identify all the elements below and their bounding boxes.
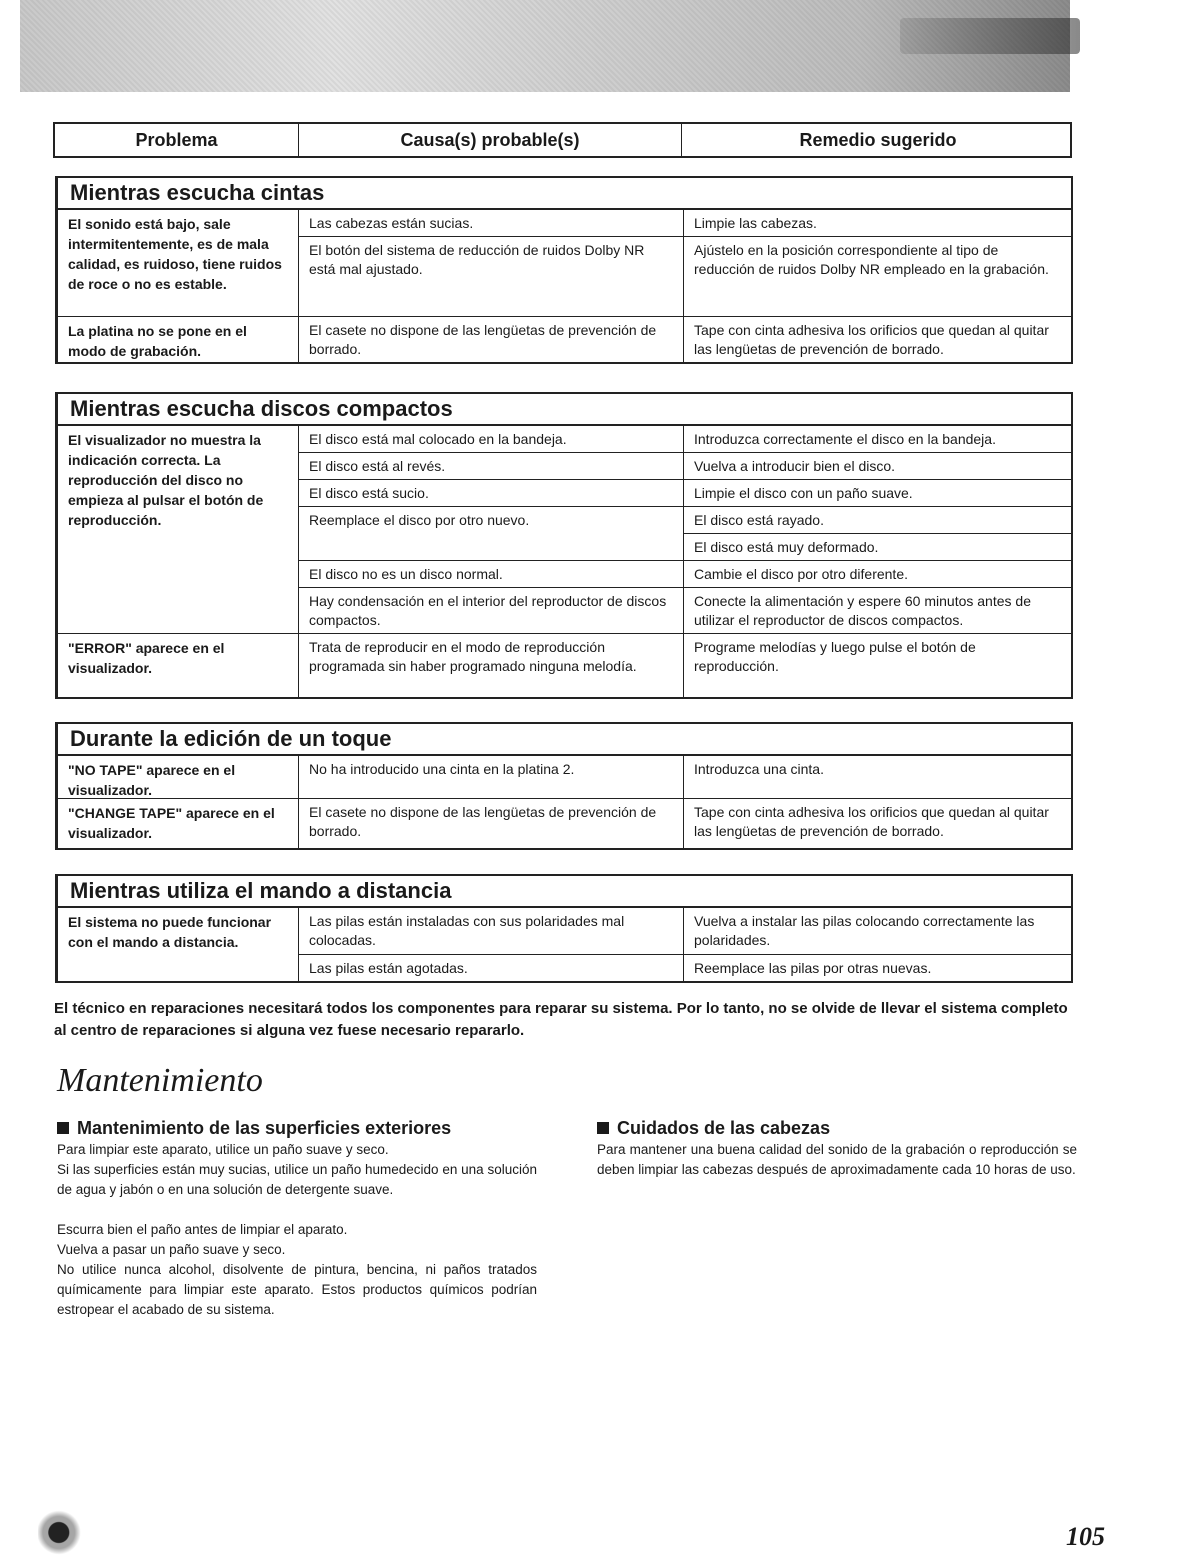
cause-cell: El casete no dispone de las lengüetas de prevención de borrado. <box>298 316 683 362</box>
problem-cell: El visualizador no muestra la indicación correcta. La reproducción del disco no empieza al pulsar el botón de reproducción. <box>68 432 264 528</box>
paragraph: No utilice nunca alcohol, disolvente de pintura, bencina, ni paños tratados químicamente para limpiar este aparato. Estos productos químicos podrían estropear el acabado de su sistema. <box>57 1262 537 1317</box>
cause-cell: Las pilas están instaladas con sus polaridades mal colocadas. <box>298 908 683 954</box>
section-one-touch-edit <box>55 722 1073 850</box>
banner-decoration <box>900 18 1080 54</box>
heads-heading <box>597 1118 1077 1138</box>
exterior-heading <box>57 1118 537 1138</box>
remedy-cell: Tape con cinta adhesiva los orificios que quedan al quitar las lengüetas de prevención de borrado. <box>683 316 1071 362</box>
remedy-cell: Ajústelo en la posición correspondiente al tipo de reducción de ruidos Dolby NR empleado en la grabación. <box>683 236 1071 316</box>
paragraph: Escurra bien el paño antes de limpiar el aparato. <box>57 1222 348 1237</box>
problem-cell: El sistema no puede funcionar con el mando a distancia. <box>68 914 272 950</box>
cause-cell: El casete no dispone de las lengüetas de prevención de borrado. <box>298 798 683 848</box>
problem-cell: El sonido está bajo, sale intermitentemente, es de mala calidad, es ruidoso, tiene ruidos de roce o no es estable. <box>68 216 282 292</box>
cause-cell: Hay condensación en el interior del reproductor de discos compactos. <box>298 587 683 633</box>
header-cause: Causa(s) probable(s) <box>298 124 681 156</box>
section-title: Mientras escucha discos compactos <box>58 394 1071 426</box>
bullet-square-icon <box>597 1122 609 1134</box>
section-title: Mientras utiliza el mando a distancia <box>58 876 1071 908</box>
page-number: 105 <box>1066 1522 1105 1551</box>
remedy-cell: Limpie las cabezas. <box>683 210 1071 236</box>
cause-cell: El disco está al revés. <box>298 452 683 479</box>
remedy-cell: Vuelva a instalar las pilas colocando correctamente las polaridades. <box>683 908 1071 954</box>
cause-cell: Trata de reproducir en el modo de reproducción programada sin haber programado ninguna melodía. <box>298 633 683 697</box>
bullet-square-icon <box>57 1122 69 1134</box>
paragraph: Para limpiar este aparato, utilice un paño suave y seco. <box>57 1142 389 1157</box>
exterior-heading-text: Mantenimiento de las superficies exteriores <box>77 1118 452 1138</box>
problem-cell: La platina no se pone en el modo de grabación. <box>58 316 298 362</box>
cause-cell: El botón del sistema de reducción de ruidos Dolby NR está mal ajustado. <box>298 236 683 316</box>
cause-cell: El disco está mal colocado en la bandeja. <box>298 426 683 452</box>
cause-cell: Las pilas están agotadas. <box>298 954 683 981</box>
remedy-cell: Programe melodías y luego pulse el botón de reproducción. <box>683 633 1071 697</box>
cause-cell: El disco no es un disco normal. <box>298 560 683 587</box>
remedy-cell: Reemplace las pilas por otras nuevas. <box>683 954 1071 981</box>
heads-heading-text: Cuidados de las cabezas <box>617 1118 831 1138</box>
section-remote-control <box>55 874 1073 983</box>
header-problem: Problema <box>135 129 218 150</box>
paragraph: Para mantener una buena calidad del sonido de la grabación o reproducción se deben limpiar las cabezas después de aproximadamente cada 10 horas de uso. <box>597 1142 1077 1177</box>
scan-mark <box>38 1505 90 1555</box>
repair-notice: El técnico en reparaciones necesitará todos los componentes para reparar su sistema. Por lo tanto, no se olvide de llevar el sistema completo al centro de reparaciones si alguna vez fuese necesario repararlo. <box>54 1000 1068 1039</box>
cause-cell: Las cabezas están sucias. <box>298 210 683 236</box>
maintenance-title: Mantenimiento <box>57 1062 263 1099</box>
header-remedy: Remedio sugerido <box>681 124 1074 156</box>
cause-cell: No ha introducido una cinta en la platina 2. <box>298 756 683 798</box>
remedy-cell: Reemplace el disco por otro nuevo. <box>298 506 683 560</box>
cause-cell: El disco está muy deformado. <box>683 533 1071 560</box>
remedy-cell: Tape con cinta adhesiva los orificios que quedan al quitar las lengüetas de prevención de borrado. <box>683 798 1071 848</box>
remedy-cell: Vuelva a introducir bien el disco. <box>683 452 1071 479</box>
remedy-cell: Limpie el disco con un paño suave. <box>683 479 1071 506</box>
remedy-cell: Conecte la alimentación y espere 60 minutos antes de utilizar el reproductor de discos compactos. <box>683 587 1071 633</box>
remedy-cell: Cambie el disco por otro diferente. <box>683 560 1071 587</box>
problem-cell: "ERROR" aparece en el visualizador. <box>58 633 298 697</box>
header-banner <box>20 0 1070 92</box>
paragraph: Vuelva a pasar un paño suave y seco. <box>57 1242 286 1257</box>
problem-cell: "CHANGE TAPE" aparece en el visualizador. <box>58 798 298 848</box>
cause-cell: El disco está sucio. <box>298 479 683 506</box>
problem-cell: "NO TAPE" aparece en el visualizador. <box>68 762 236 798</box>
remedy-cell: Introduzca correctamente el disco en la bandeja. <box>683 426 1071 452</box>
heads-care <box>597 1118 1077 1180</box>
section-title: Mientras escucha cintas <box>58 178 1071 210</box>
paragraph: Si las superficies están muy sucias, utilice un paño humedecido en una solución de agua y jabón o en una solución de detergente suave. <box>57 1162 537 1197</box>
cause-cell: El disco está rayado. <box>683 506 1071 533</box>
exterior-maintenance <box>57 1118 537 1320</box>
column-headers <box>53 122 1072 158</box>
remedy-cell: Introduzca una cinta. <box>683 756 1071 798</box>
section-title: Durante la edición de un toque <box>58 724 1071 756</box>
section-compact-discs <box>55 392 1073 699</box>
section-tapes <box>55 176 1073 364</box>
